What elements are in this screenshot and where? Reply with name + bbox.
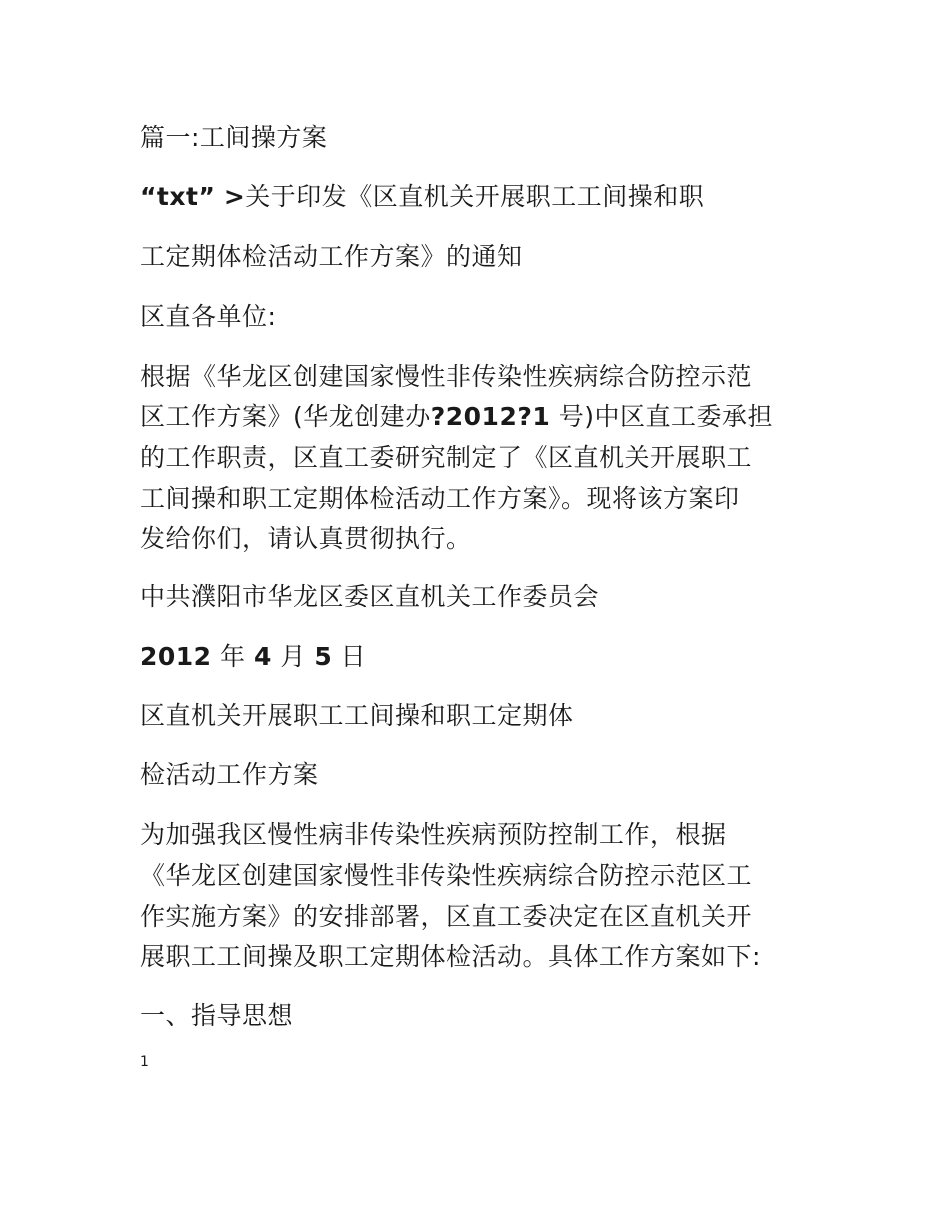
intro-paragraph-line-2: 《华龙区创建国家慢性非传染性疾病综合防控示范区工 [140,861,753,890]
notice-title-arrow: > [223,182,246,211]
date-year: 2012 [140,642,212,671]
intro-paragraph-line-4: 展职工工间操及职工定期体检活动。具体工作方案如下: [140,942,761,971]
notice-title-line-2: 工定期体检活动工作方案》的通知 [140,242,523,271]
signature: 中共濮阳市华龙区委区直机关工作委员会 [140,582,600,611]
document-number: ?2012?1 [430,402,551,431]
intro-paragraph-line-1: 为加强我区慢性病非传染性疾病预防控制工作，根据 [140,820,727,849]
plan-title-line-1: 区直机关开展职工工间操和职工定期体 [140,701,574,730]
document-heading: 篇一:工间操方案 [140,123,328,152]
section-heading: 一、指导思想 [140,1001,294,1030]
body-paragraph-line-5: 发给你们，请认真贯彻执行。 [140,524,472,553]
date: 2012 年 4 月 5 日 [140,642,367,671]
page-number: 1 [140,1054,149,1070]
salutation: 区直各单位: [140,302,277,331]
plan-title-line-2: 检活动工作方案 [140,760,319,789]
body-paragraph-line-1: 根据《华龙区创建国家慢性非传染性疾病综合防控示范 [140,362,753,391]
body-paragraph-line-3: 的工作职责，区直工委研究制定了《区直机关开展职工 [140,443,753,472]
date-day: 5 [314,642,333,671]
intro-paragraph-line-3: 作实施方案》的安排部署，区直工委决定在区直机关开 [140,902,753,931]
date-month: 4 [254,642,272,671]
notice-title-line-1 [140,177,820,217]
notice-title-quote: “txt” [140,182,216,211]
body-paragraph-line-4: 工间操和职工定期体检活动工作方案》。现将该方案印 [140,484,740,513]
body-paragraph-line-2: 区工作方案》(华龙创建办?2012?1 号)中区直工委承担 [140,402,773,431]
notice-title-text: 关于印发《区直机关开展职工工间操和职 [245,182,705,211]
